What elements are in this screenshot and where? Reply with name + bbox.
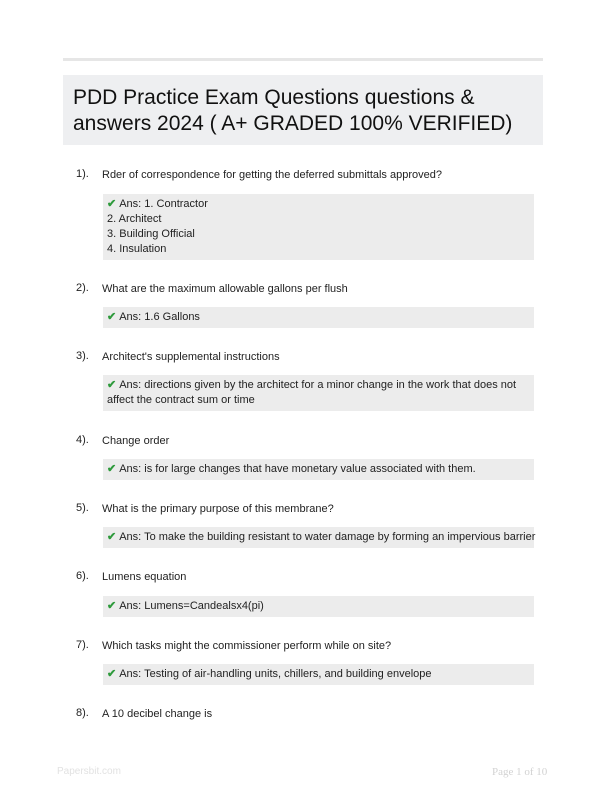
watermark: Papersbit.com bbox=[57, 766, 121, 777]
answer-box bbox=[103, 527, 534, 548]
answer-box bbox=[103, 375, 534, 411]
answer-box bbox=[103, 307, 534, 328]
check-icon: ✔ bbox=[107, 379, 117, 391]
answer-line: affect the contract sum or time bbox=[107, 394, 255, 406]
answer-line: 4. Insulation bbox=[107, 243, 167, 255]
question-number: 8). bbox=[76, 707, 89, 719]
question-number: 3). bbox=[76, 350, 89, 362]
answer-box bbox=[103, 459, 534, 480]
answer-line: ✔ Ans: 1. Contractor bbox=[107, 198, 208, 210]
title-box bbox=[63, 75, 543, 145]
question-number: 6). bbox=[76, 570, 89, 582]
check-icon: ✔ bbox=[107, 668, 117, 680]
question-text: Architect's supplemental instructions bbox=[102, 351, 280, 363]
answer-box bbox=[103, 596, 534, 617]
check-icon: ✔ bbox=[107, 531, 117, 543]
page-title bbox=[73, 85, 533, 137]
question-number: 7). bbox=[76, 639, 89, 651]
check-icon: ✔ bbox=[107, 311, 117, 323]
page-number: Page 1 of 10 bbox=[492, 766, 548, 778]
question-text: Change order bbox=[102, 435, 170, 447]
answer-box bbox=[103, 194, 534, 260]
question-number: 2). bbox=[76, 282, 89, 294]
check-icon: ✔ bbox=[107, 198, 117, 210]
answer-box bbox=[103, 664, 534, 685]
title-line-2: answers 2024 ( A+ GRADED 100% VERIFIED) bbox=[73, 112, 513, 135]
question-number: 4). bbox=[76, 434, 89, 446]
answer-line: ✔ Ans: is for large changes that have monetary value associated with them. bbox=[107, 463, 476, 475]
check-icon: ✔ bbox=[107, 600, 117, 612]
check-icon: ✔ bbox=[107, 463, 117, 475]
top-divider bbox=[63, 58, 543, 61]
question-text: A 10 decibel change is bbox=[102, 708, 213, 720]
answer-line: ✔ Ans: 1.6 Gallons bbox=[107, 311, 200, 323]
question-text: What is the primary purpose of this membrane? bbox=[102, 503, 334, 515]
question-text: Rder of correspondence for getting the deferred submittals approved? bbox=[102, 169, 442, 181]
answer-line: ✔ Ans: Testing of air-handling units, chillers, and building envelope bbox=[107, 668, 432, 680]
question-number: 5). bbox=[76, 502, 89, 514]
question-text: Which tasks might the commissioner perform while on site? bbox=[102, 640, 392, 652]
answer-line: 2. Architect bbox=[107, 213, 162, 225]
question-text: What are the maximum allowable gallons per flush bbox=[102, 283, 348, 295]
answer-line: ✔ Ans: directions given by the architect for a minor change in the work that does not bbox=[107, 379, 517, 391]
answer-line: ✔ Ans: To make the building resistant to water damage by forming an impervious barrier bbox=[107, 531, 536, 543]
title-line-1: PDD Practice Exam Questions questions & bbox=[73, 86, 475, 109]
answer-line: ✔ Ans: Lumens=Candealsx4(pi) bbox=[107, 600, 264, 612]
answer-line: 3. Building Official bbox=[107, 228, 195, 240]
question-text: Lumens equation bbox=[102, 571, 187, 583]
question-number: 1). bbox=[76, 168, 89, 180]
